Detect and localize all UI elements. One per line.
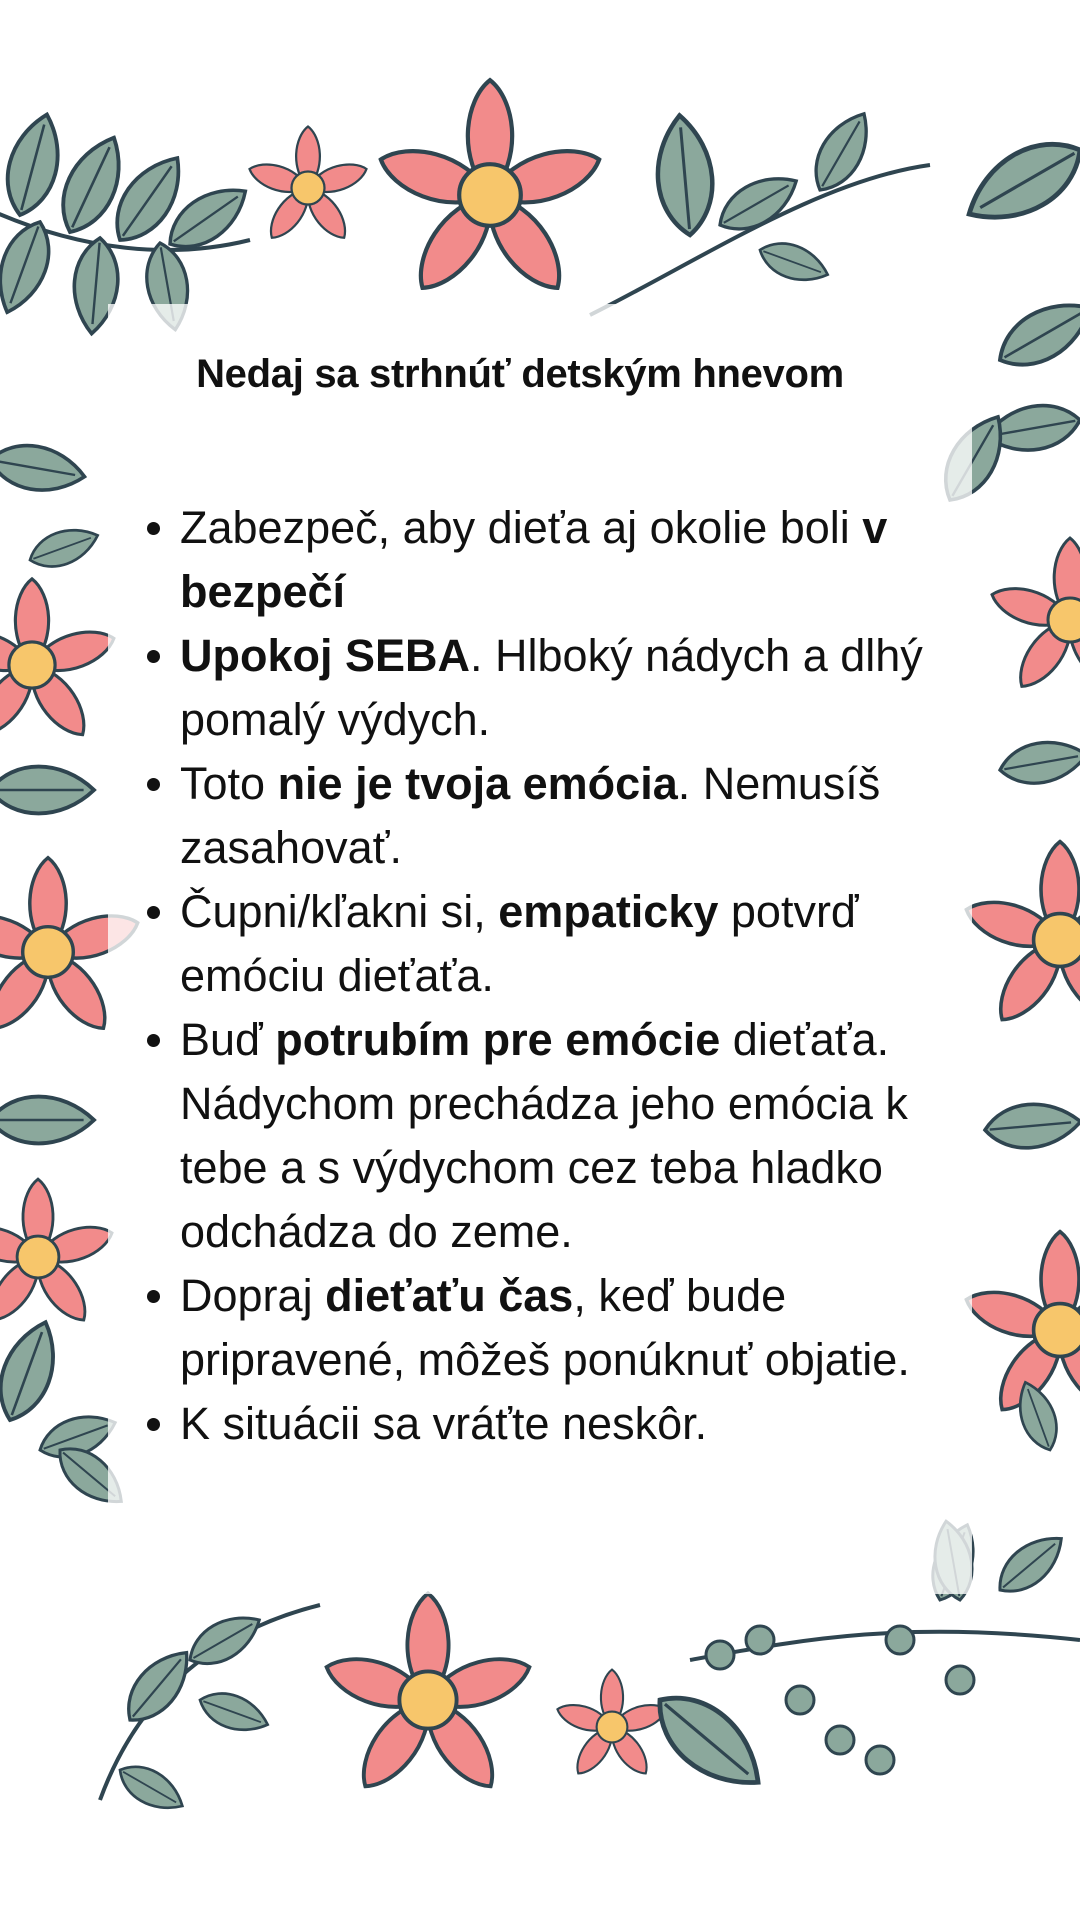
card-title: Nedaj sa strhnúť detským hnevom	[196, 352, 844, 396]
tip-item	[180, 624, 1000, 752]
tip-text: potvrď emóciu dieťaťa.	[180, 886, 859, 1001]
tip-item	[180, 1392, 1000, 1456]
tip-text: K situácii sa vráťte neskôr.	[180, 1398, 708, 1449]
tip-text: . Hlboký nádych a dlhý pomalý výdych.	[180, 630, 923, 745]
tip-item	[180, 1008, 1000, 1264]
tip-text: Zabezpeč, aby dieťa aj okolie boli	[180, 502, 863, 553]
tips-list	[180, 496, 1000, 1456]
tip-text: Čupni/kľakni si,	[180, 886, 499, 937]
tip-emphasis: dieťaťu čas	[325, 1270, 574, 1321]
tip-emphasis: empaticky	[498, 886, 719, 937]
tip-text: Toto	[180, 758, 278, 809]
tip-item	[180, 752, 1000, 880]
tip-item	[180, 1264, 1000, 1392]
tip-emphasis: v bezpečí	[180, 502, 888, 617]
tip-text: Dopraj	[180, 1270, 326, 1321]
tip-item	[180, 496, 1000, 624]
tip-emphasis: nie je tvoja emócia	[277, 758, 678, 809]
tip-item	[180, 880, 1000, 1008]
tip-emphasis: potrubím pre emócie	[275, 1014, 721, 1065]
tip-text: , keď bude pripravené, môžeš ponúknuť objatie.	[180, 1270, 910, 1385]
tip-text: dieťaťa. Nádychom prechádza jeho emócia k tebe a s výdychom cez teba hladko odchádza do zeme.	[180, 1014, 908, 1257]
tip-emphasis: Upokoj SEBA	[180, 630, 471, 681]
tip-text: . Nemusíš zasahovať.	[180, 758, 881, 873]
tip-text: Buď	[180, 1014, 276, 1065]
